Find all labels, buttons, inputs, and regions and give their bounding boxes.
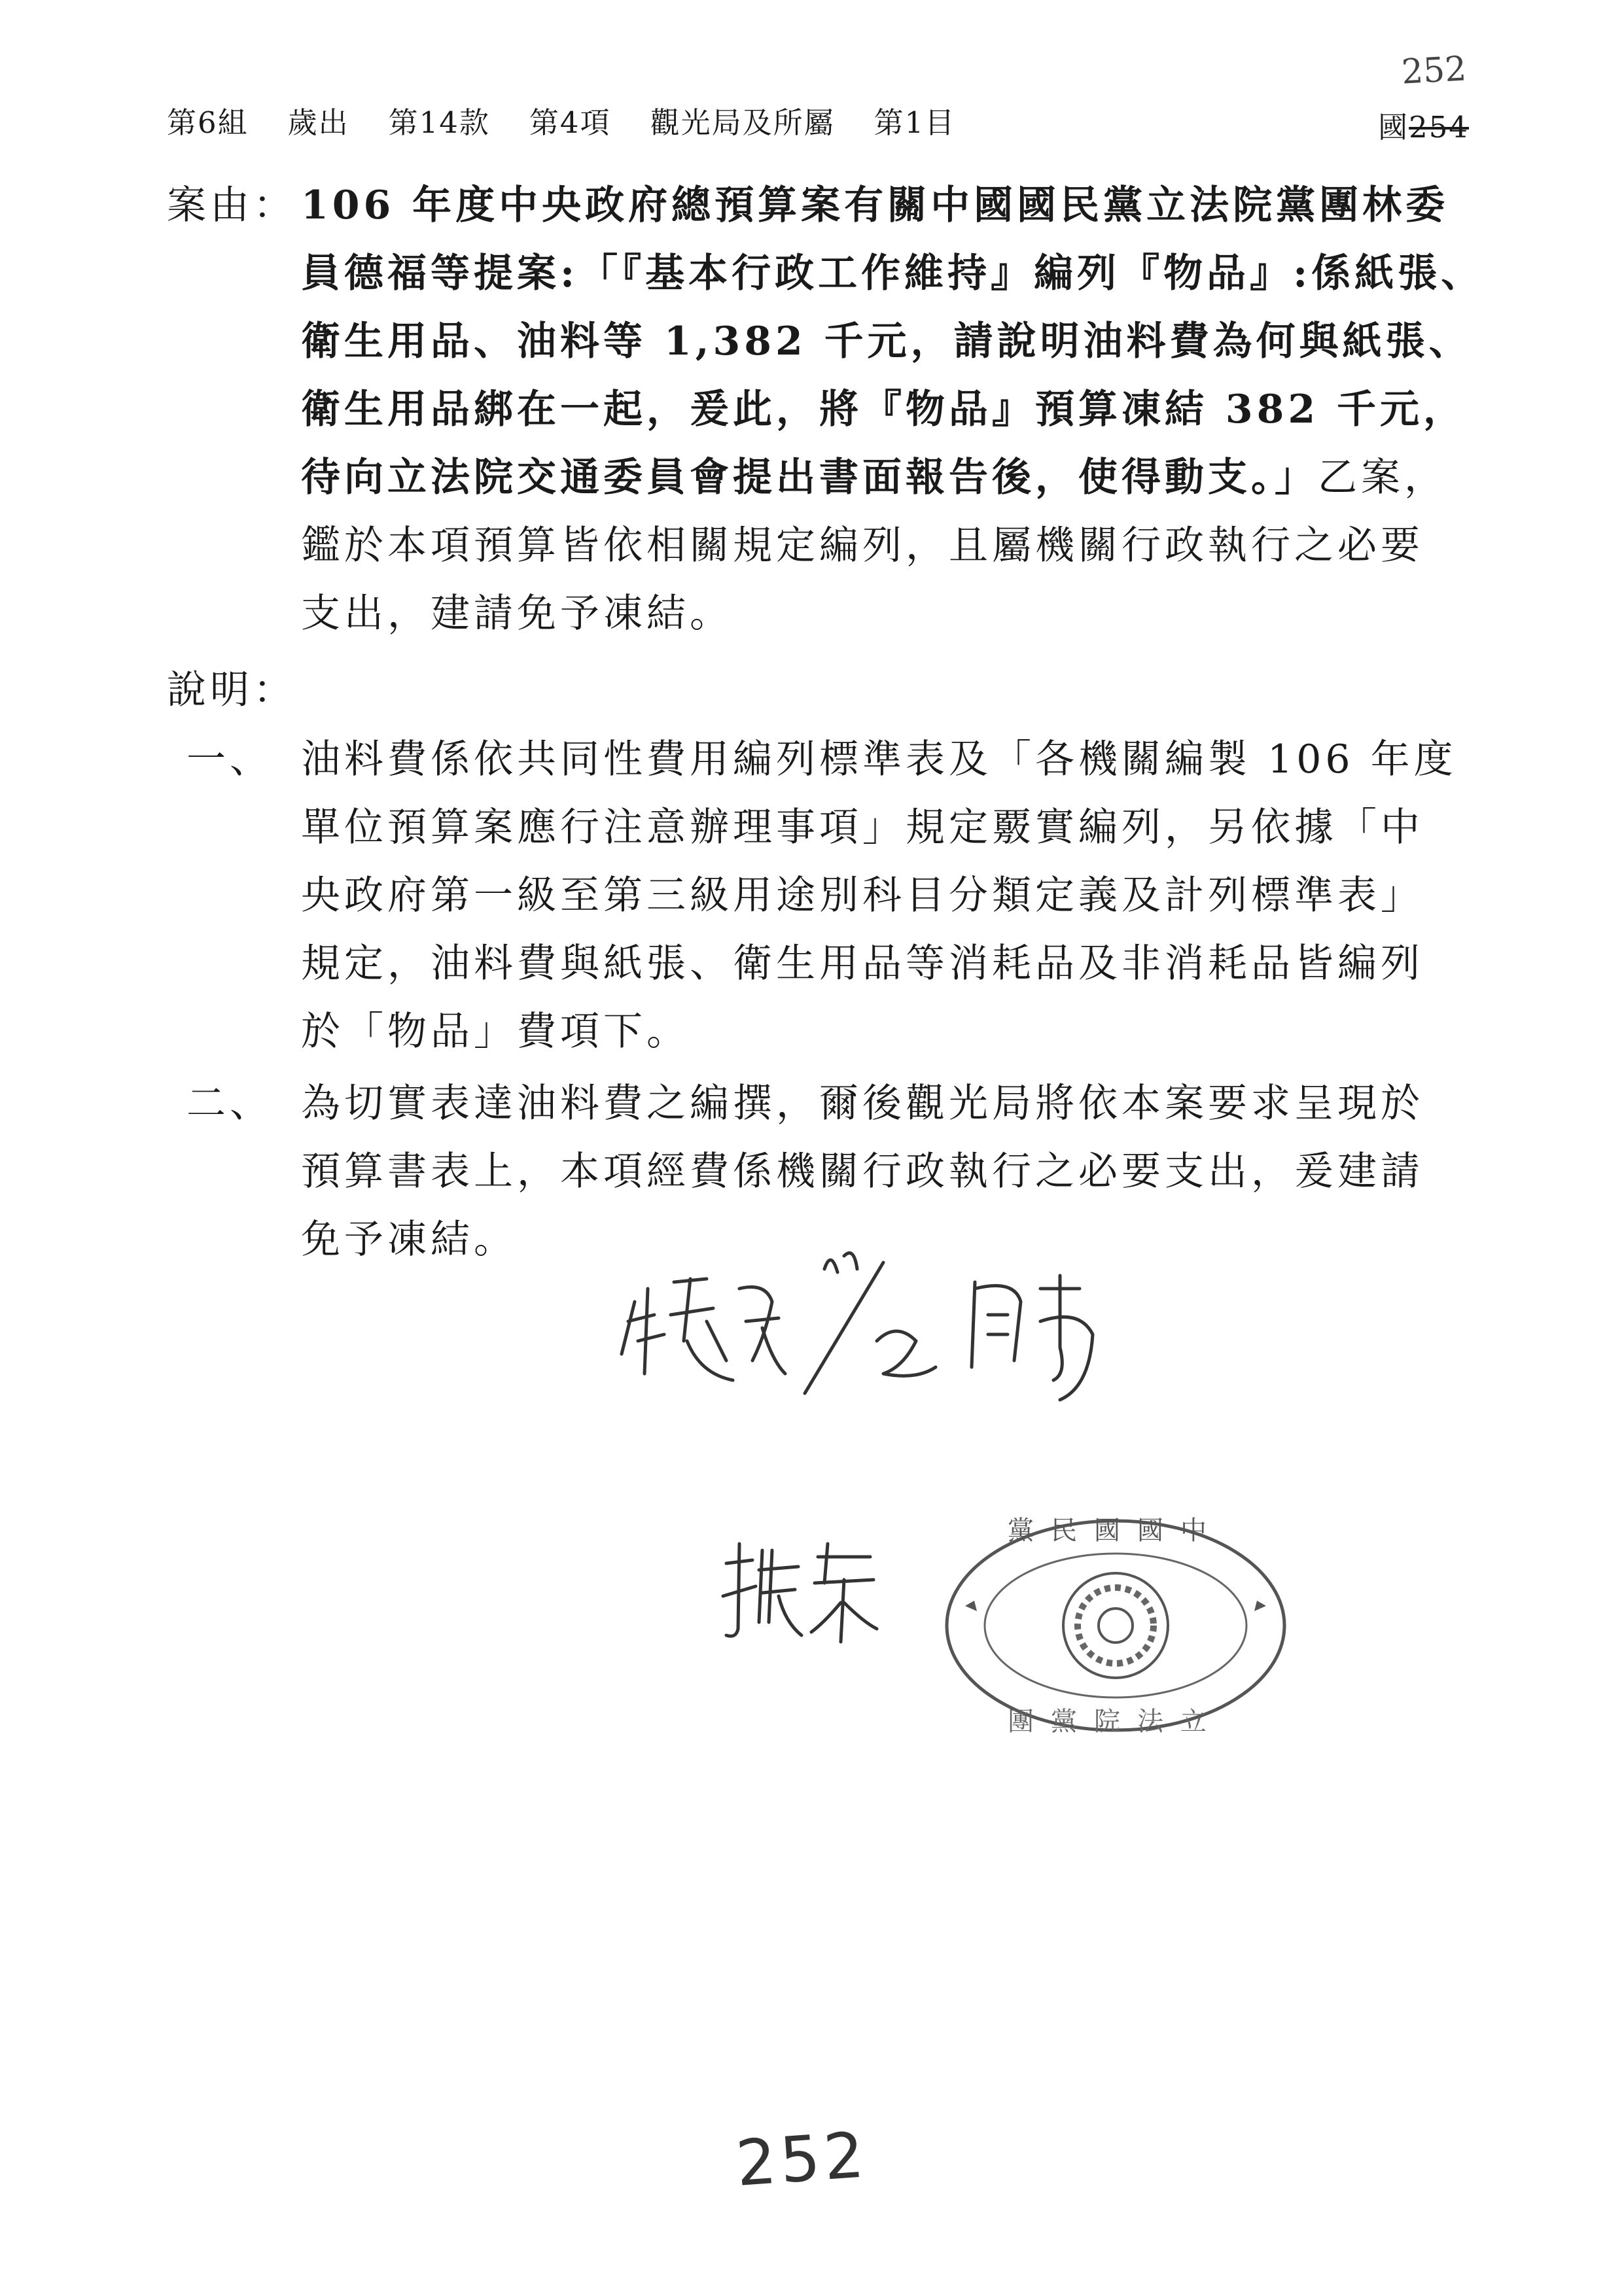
case-line: 106 年度中央政府總預算案有關中國國民黨立法院黨團林委: [301, 183, 1449, 228]
explanation-label: 說明：: [167, 667, 296, 713]
item-line: 單位預算案應行注意辦理事項」規定覈實編列，另依據「中: [301, 805, 1424, 850]
item-line: 油料費係依共同性費用編列標準表及「各機關編製 106 年度: [301, 737, 1457, 782]
case-line: [301, 444, 1472, 512]
header-group: 第6組: [167, 105, 249, 140]
header-kuan: 第14款: [388, 105, 490, 140]
page-number-struck: 254: [1409, 110, 1469, 145]
header-category: 歲出: [287, 105, 349, 140]
item-line: 預算書表上，本項經費係機關行政執行之必要支出，爰建請: [301, 1149, 1424, 1194]
case-line: 衛生用品綁在一起，爰此，將『物品』預算凍結 382 千元，: [301, 387, 1467, 432]
case-line-bold-part: 待向立法院交通委員會提出書面報告後，使得動支。」: [301, 455, 1318, 500]
case-line: 員德福等提案:「『基本行政工作維持』編列『物品』:係紙張、: [301, 251, 1485, 296]
case-line: 衛生用品、油料等 1,382 千元，請說明油料費為何與紙張、: [301, 319, 1472, 364]
party-caucus-stamp: [939, 1508, 1292, 1743]
item-number: 一、: [186, 737, 273, 782]
stamp-top-text: 黨民國國中: [1008, 1516, 1224, 1546]
explanation-item-1: [301, 725, 1472, 1066]
handwritten-signature: [609, 1243, 1106, 1419]
case-line: 鑑於本項預算皆依相關規定編列，且屬機關行政執行之必要: [301, 523, 1424, 568]
header-xiang: 第4項: [529, 105, 611, 140]
item-line: 規定，油料費與紙張、衛生用品等消耗品及非消耗品皆編列: [301, 941, 1424, 986]
handwritten-note-niyan: [713, 1531, 883, 1648]
stamp-bottom-text: 團黨院法立: [1008, 1707, 1224, 1737]
party-emblem: [1063, 1573, 1168, 1678]
item-number: 二、: [186, 1081, 273, 1126]
explanation-section: [167, 656, 1472, 1271]
case-section: [167, 171, 1485, 655]
item-line: 為切實表達油料費之編撰，爾後觀光局將依本案要求呈現於: [301, 1081, 1424, 1126]
handwritten-page-number: 252: [733, 2118, 870, 2200]
header-page-number: [1378, 103, 1469, 146]
handwritten-page-correction: 252: [1400, 49, 1468, 92]
case-line-suffix: 乙案，: [1318, 455, 1447, 500]
item-line: 免予凍結。: [301, 1217, 517, 1262]
page-prefix: 國: [1378, 110, 1409, 145]
case-line: 支出，建請免予凍結。: [301, 591, 733, 636]
item-line: 央政府第一級至第三級用途別科目分類定義及計列標準表」: [301, 873, 1424, 918]
header-mu: 第1目: [874, 105, 956, 140]
case-text: [301, 171, 1485, 648]
header-agency: 觀光局及所屬: [650, 105, 835, 140]
document-header: [167, 97, 1469, 143]
item-line: 於「物品」費項下。: [301, 1009, 690, 1054]
case-label: 案由：: [167, 183, 296, 228]
